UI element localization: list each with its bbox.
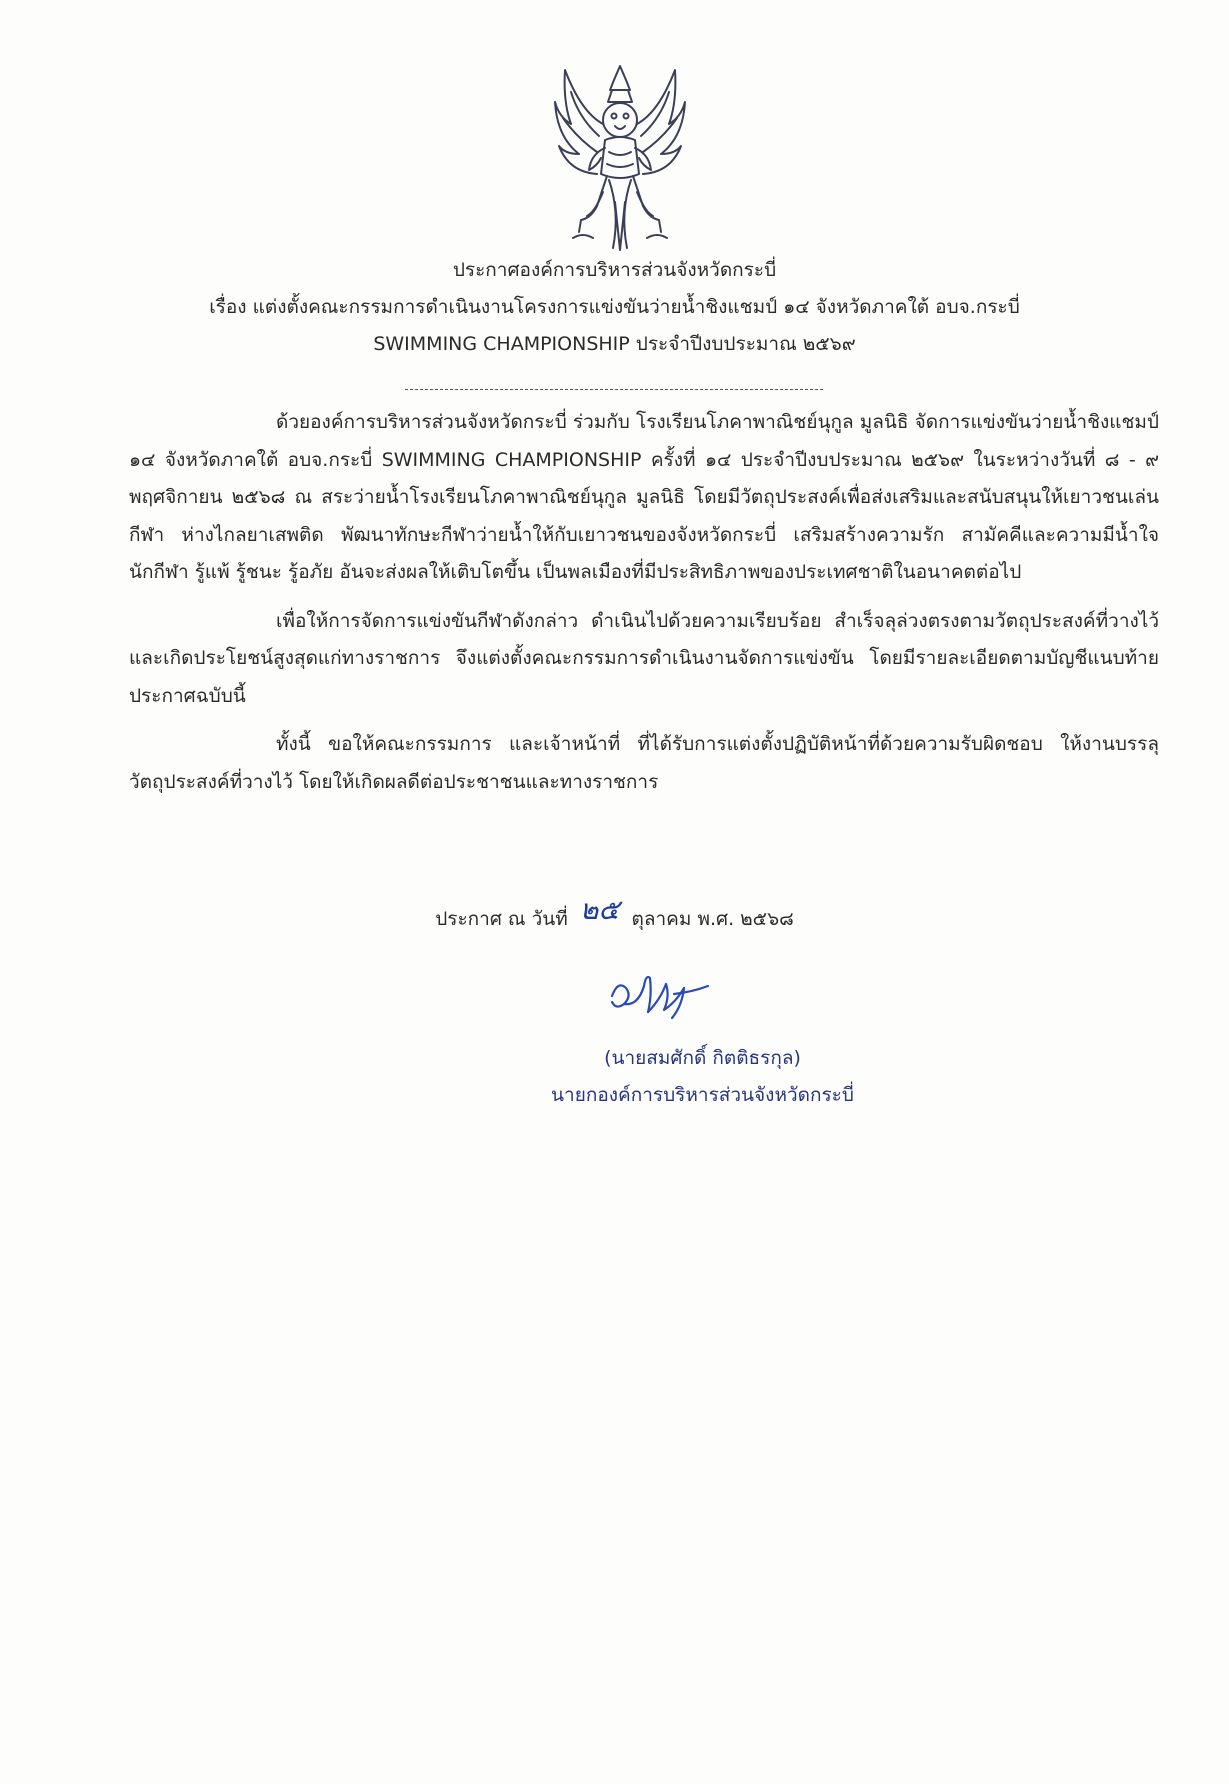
signer-title: นายกองค์การบริหารส่วนจังหวัดกระบี่ <box>551 1084 854 1106</box>
document-header <box>0 252 1229 363</box>
signer-block <box>0 1040 1229 1114</box>
announcement-subject-continued: SWIMMING CHAMPIONSHIP ประจำปีงบประมาณ ๒๕๖๙ <box>373 333 856 355</box>
announcement-title: ประกาศองค์การบริหารส่วนจังหวัดกระบี่ <box>452 259 777 281</box>
announcement-day-handwritten: ๒๕ <box>579 893 620 926</box>
announcement-date-suffix: ตุลาคม พ.ศ. ๒๕๖๘ <box>631 908 794 930</box>
header-divider <box>405 389 823 390</box>
body-paragraph-2: เพื่อให้การจัดการแข่งขันกีฬาดังกล่าว ดำเนินไปด้วยความเรียบร้อย สำเร็จลุล่วงตรงตามวัตถุประสงค์ที่วางไว้ และเกิดประโยชน์สูงสุดแก่ทางราชการ จึงแต่งตั้งคณะกรรมการดำเนินงานจัดการแข่งขัน โดยมีรายละเอียดตามบัญชีแนบท้ายประกาศฉบับนี้ <box>129 609 1159 707</box>
announcement-date-prefix: ประกาศ ณ วันที่ <box>435 908 568 930</box>
signer-name: (นายสมศักดิ์ กิตติธรกุล) <box>604 1047 801 1069</box>
document-body <box>129 404 1159 812</box>
body-paragraph-3: ทั้งนี้ ขอให้คณะกรรมการ และเจ้าหน้าที่ ที่ได้รับการแต่งตั้งปฏิบัติหน้าที่ด้วยความรับผิดชอบ ให้งานบรรลุวัตถุประสงค์ที่วางไว้ โดยให้เกิดผลดีต่อประชาชนและทางราชการ <box>129 733 1159 793</box>
announcement-date <box>0 893 1229 937</box>
garuda-emblem-icon <box>553 62 687 252</box>
body-paragraph-1: ด้วยองค์การบริหารส่วนจังหวัดกระบี่ ร่วมกับ โรงเรียนโภคาพาณิชย์นุกูล มูลนิธิ จัดการแข่งขันว่ายน้ำชิงแชมป์ ๑๔ จังหวัดภาคใต้ อบจ.กระบี่ SWIMMING CHAMPIONSHIP ครั้งที่ ๑๔ ประจำปีงบประมาณ ๒๕๖๙ ในระหว่างวันที่ ๘ - ๙ พฤศจิกายน ๒๕๖๘ ณ สระว่ายน้ำโรงเรียนโภคาพาณิชย์นุกูล มูลนิธิ โดยมีวัตถุประสงค์เพื่อส่งเสริมและสนับสนุนให้เยาวชนเล่นกีฬา ห่างไกลยาเสพติด พัฒนาทักษะกีฬาว่ายน้ำให้กับเยาวชนของจังหวัดกระบี่ เสริมสร้างความรัก สามัคคีและความมีน้ำใจนักกีฬา รู้แพ้ รู้ชนะ รู้อภัย อันจะส่งผลให้เติบโตขึ้น เป็นพลเมืองที่มีประสิทธิภาพของประเทศชาติในอนาคตต่อไป <box>129 411 1159 583</box>
handwritten-signature-icon <box>604 966 714 1024</box>
announcement-subject: เรื่อง แต่งตั้งคณะกรรมการดำเนินงานโครงการแข่งขันว่ายน้ำชิงแชมป์ ๑๔ จังหวัดภาคใต้ อบจ.กระบี่ <box>209 296 1020 318</box>
